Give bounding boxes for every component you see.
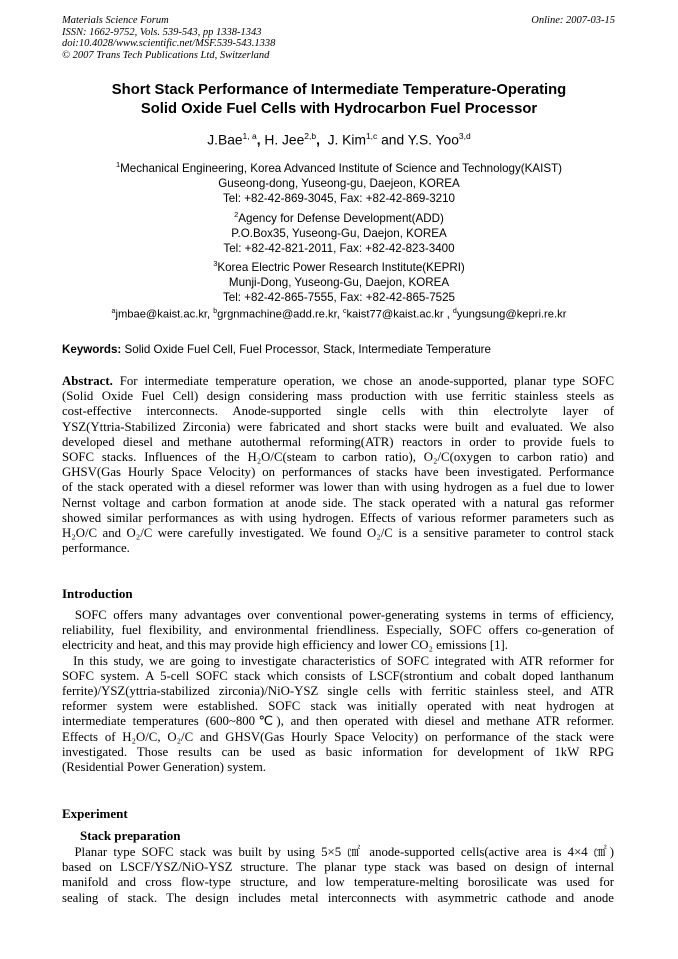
intro-line: ferrite)/YSZ(yttria-stabilized zirconia)/NiO-YSZ single cells with ferritic stainless steel, and ATR xyxy=(62,684,614,699)
affiliation-line: Mechanical Engineering, Korea Advanced Institute of Science and Technology(KAIST) xyxy=(120,161,563,175)
paper-title xyxy=(40,81,638,119)
keywords-label: Keywords: xyxy=(62,343,122,356)
section-heading-introduction: Introduction xyxy=(62,586,133,601)
abstract-line: H₂O/C and O₂/C were carefully investigated. We found O₂/C is a sensitive parameter to control stack xyxy=(62,526,614,541)
email-address: yungsung@kepri.re.kr xyxy=(456,308,567,321)
affiliation-num: 3 xyxy=(213,259,218,268)
keywords xyxy=(62,343,491,356)
intro-line: SOFC system. A 5-cell SOFC stack which consists of LSCF(strontium and cobalt doped lanthanum xyxy=(62,668,614,683)
email-address: kaist77@kaist.ac.kr , xyxy=(346,308,453,321)
abstract-line: (Solid Oxide Fuel Cell) design considering mass production with use ferritic stainless steels as xyxy=(62,389,614,404)
author-sep: , xyxy=(256,132,265,148)
abstract-line: For intermediate temperature operation, we chose an anode-supported, planar type SOFC xyxy=(112,374,614,388)
affiliation-3 xyxy=(40,256,638,306)
affiliation-line: Guseong-dong, Yuseong-gu, Daejeon, KOREA xyxy=(218,177,460,191)
title-line-2: Solid Oxide Fuel Cells with Hydrocarbon Fuel Processor xyxy=(140,101,538,117)
email-sup: d xyxy=(452,308,457,315)
email-list xyxy=(30,308,648,321)
doi-line: doi:10.4028/www.scientific.net/MSF.539-543.1338 xyxy=(62,38,276,49)
abstract-line: cost-effective interconnects. Anode-supported single cells with thin electrolyte layer of xyxy=(62,404,614,419)
experiment-line: based on LSCF/YSZ/NiO-YSZ structure. The planar type stack was based on design of internal xyxy=(62,860,614,875)
author-sup: 3,d xyxy=(458,131,471,141)
experiment-paragraph xyxy=(62,845,614,906)
email-address: jmbae@kaist.ac.kr, xyxy=(115,308,214,321)
affiliation-num: 1 xyxy=(115,160,121,169)
email-sup: c xyxy=(342,308,347,315)
keywords-text: Solid Oxide Fuel Cell, Fuel Processor, Stack, Intermediate Temperature xyxy=(124,343,491,356)
affiliation-line: Tel: +82-42-865-7555, Fax: +82-42-865-7525 xyxy=(222,291,456,305)
abstract-line: SOFC stacks. Influences of the H₂O/C(steam to carbon ratio), O₂/C(oxygen to carbon ratio) and xyxy=(62,450,614,465)
author-name: Y.S. Yoo xyxy=(407,132,459,148)
intro-line: (Residential Power Generation) system. xyxy=(62,760,266,775)
email-sup: a xyxy=(111,308,116,315)
intro-line: reliability, fuel flexibility, and environmental friendliness. Especially, SOFC offers co-generation of xyxy=(62,623,614,638)
abstract-label: Abstract. xyxy=(62,374,113,388)
author-sup: 1,c xyxy=(365,131,378,141)
abstract-line: Nernst voltage and carbon formation at anode side. The stack operated with a natural gas reformer xyxy=(62,495,614,510)
experiment-line: Planar type SOFC stack was built by using 5×5 ㎠ anode-supported cells(active area is 4×4 ㎠) xyxy=(62,845,614,859)
affiliation-line: P.O.Box35, Yuseong-Gu, Daejon, KOREA xyxy=(231,227,447,241)
abstract-line: GHSV(Gas Hourly Space Velocity) on performances of stacks have been investigated. Performance xyxy=(62,465,614,480)
affiliation-2 xyxy=(40,207,638,257)
journal-name: Materials Science Forum xyxy=(62,15,169,26)
affiliation-line: Tel: +82-42-869-3045, Fax: +82-42-869-3210 xyxy=(222,192,456,206)
abstract-line: developed diesel and methane autothermal reforming(ATR) reactors in order to provide fuels to xyxy=(62,434,614,449)
intro-line: Effects of H₂O/C, O₂/C and GHSV(Gas Hourly Space Velocity) on performance of the stack were xyxy=(62,729,614,744)
author-sep: , xyxy=(316,132,328,148)
author-name: J. Kim xyxy=(327,132,366,148)
intro-line: SOFC offers many advantages over conventional power-generating systems in terms of efficiency, xyxy=(62,608,614,622)
author-sup: 1, a xyxy=(242,131,257,141)
email-address: grgnmachine@add.re.kr, xyxy=(217,308,343,321)
affiliation-line: Agency for Defense Development(ADD) xyxy=(238,211,444,225)
abstract-line: of the stack operated with a diesel reformer was lower than with using hydrogen as a fuel due to lower xyxy=(62,480,614,495)
affiliation-num: 2 xyxy=(234,210,239,219)
affiliation-1 xyxy=(40,157,638,207)
introduction-paragraph xyxy=(62,608,614,775)
abstract-paragraph xyxy=(62,374,614,556)
abstract-line: showed similar performances as with using hydrogen. Effects of various reformer parameters such as xyxy=(62,510,614,525)
author-name: J.Bae xyxy=(207,132,243,148)
intro-line: intermediate temperatures (600~800℃), and then operated with diesel and methane ATR reformer. xyxy=(62,714,614,729)
title-line-1: Short Stack Performance of Intermediate Temperature-Operating xyxy=(111,82,567,98)
affiliation-line: Korea Electric Power Research Institute(KEPRI) xyxy=(217,260,465,274)
intro-line: reformer system were established. SOFC stack was initially operated with neat hydrogen at xyxy=(62,699,614,714)
author-sup: 2,b xyxy=(304,131,317,141)
experiment-line: manifold and cross flow-type structure, and low temperature-melting borosilicate was used for xyxy=(62,875,614,890)
author-sep: and xyxy=(377,132,408,148)
author-name: H. Jee xyxy=(264,132,305,148)
section-heading-experiment: Experiment xyxy=(62,806,128,821)
experiment-line: sealing of stack. The design includes metal interconnects with asymmetric cathode and anode xyxy=(62,890,614,905)
author-list xyxy=(40,131,638,148)
subsection-heading-stack-preparation: Stack preparation xyxy=(80,828,181,843)
affiliation-line: Munji-Dong, Yuseong-Gu, Daejon, KOREA xyxy=(228,276,450,290)
intro-line: investigated. Those results can be used as basic information for development of 1kW RPG xyxy=(62,744,614,759)
intro-line: electricity and heat, and this may provide high efficiency and lower CO₂ emissions [1]. xyxy=(62,638,508,653)
email-sup: b xyxy=(213,308,218,315)
online-date: Online: 2007-03-15 xyxy=(531,15,615,26)
issn-line: ISSN: 1662-9752, Vols. 539-543, pp 1338-1343 xyxy=(62,26,262,38)
copyright-line: © 2007 Trans Tech Publications Ltd, Switzerland xyxy=(62,49,270,61)
abstract-line: performance. xyxy=(62,541,130,556)
intro-line: In this study, we are going to investigate characteristics of SOFC integrated with ATR reformer for xyxy=(62,653,614,668)
affiliation-line: Tel: +82-42-821-2011, Fax: +82-42-823-3400 xyxy=(223,242,455,256)
abstract-line: YSZ(Yttria-Stabilized Zirconia) were fabricated and short stacks were built and evaluated. We also xyxy=(62,419,614,434)
